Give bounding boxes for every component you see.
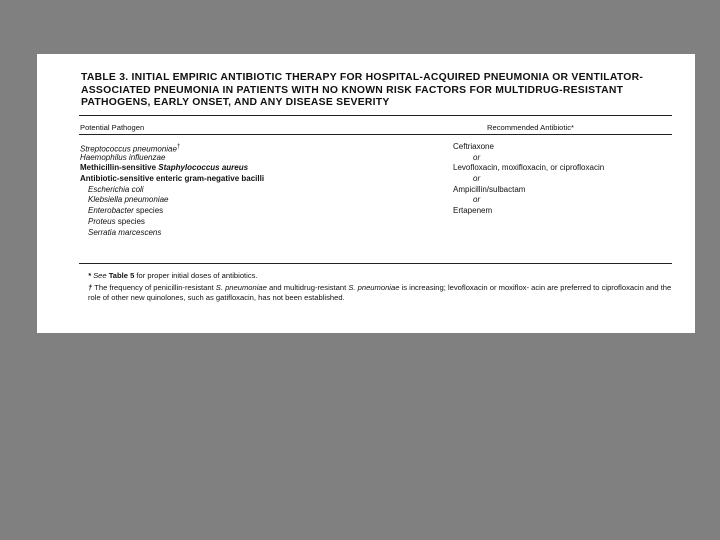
antibiotic-row: Ampicillin/sulbactam xyxy=(453,184,526,194)
footnote-resistance: † The frequency of penicillin-resistant S. pneumoniae and multidrug-resistant S. pneumoniae is increasing; levofloxacin or moxiflox- acin are preferred to ciprofloxacin and the role of other new quinolones, such as gatifloxacin, has not been established. xyxy=(88,282,672,302)
top-rule xyxy=(79,115,672,116)
pathogen-row: Haemophilus influenzae xyxy=(80,152,166,162)
antibiotic-row: Ertapenem xyxy=(453,206,493,216)
pathogen-row: Streptococcus pneumoniae† xyxy=(80,144,181,154)
table-title: TABLE 3. INITIAL EMPIRIC ANTIBIOTIC THERAPY FOR HOSPITAL-ACQUIRED PNEUMONIA OR VENTILATOR-ASSOCIATED PNEUMONIA IN PATIENTS WITH NO KNOWN RISK FACTORS FOR MULTIDRUG-RESISTANT PATHOGENS, EARLY ONSET, AND ANY DISEASE SEVERITY xyxy=(81,72,644,108)
antibiotic-row: Levofloxacin, moxifloxacin, or ciprofloxacin xyxy=(453,163,605,173)
pathogen-list xyxy=(80,142,460,238)
or-separator: or xyxy=(473,152,481,162)
column-header-antibiotic: Recommended Antibiotic* xyxy=(487,123,574,132)
pathogen-row: Escherichia coli xyxy=(88,184,144,194)
or-separator: or xyxy=(473,174,481,184)
pathogen-row: Proteus species xyxy=(88,216,145,226)
antibiotic-row: Ceftriaxone xyxy=(453,142,494,151)
column-header-pathogen: Potential Pathogen xyxy=(80,123,145,132)
footnote-dosing: * See Table 5 for proper initial doses of antibiotics. xyxy=(88,271,258,280)
table-card xyxy=(37,54,695,333)
antibiotic-list xyxy=(453,142,683,217)
pathogen-row: Klebsiella pneumoniae xyxy=(88,195,169,205)
pathogen-row: Serratia marcescens xyxy=(88,227,162,237)
footnotes xyxy=(80,271,674,305)
or-separator: or xyxy=(473,195,481,205)
bottom-rule xyxy=(79,263,672,264)
pathogen-row: Antibiotic-sensitive enteric gram-negative bacilli xyxy=(80,174,265,184)
header-rule xyxy=(79,134,672,135)
pathogen-row: Methicillin-sensitive Staphylococcus aureus xyxy=(80,163,249,173)
pathogen-row: Enterobacter species xyxy=(88,206,164,216)
